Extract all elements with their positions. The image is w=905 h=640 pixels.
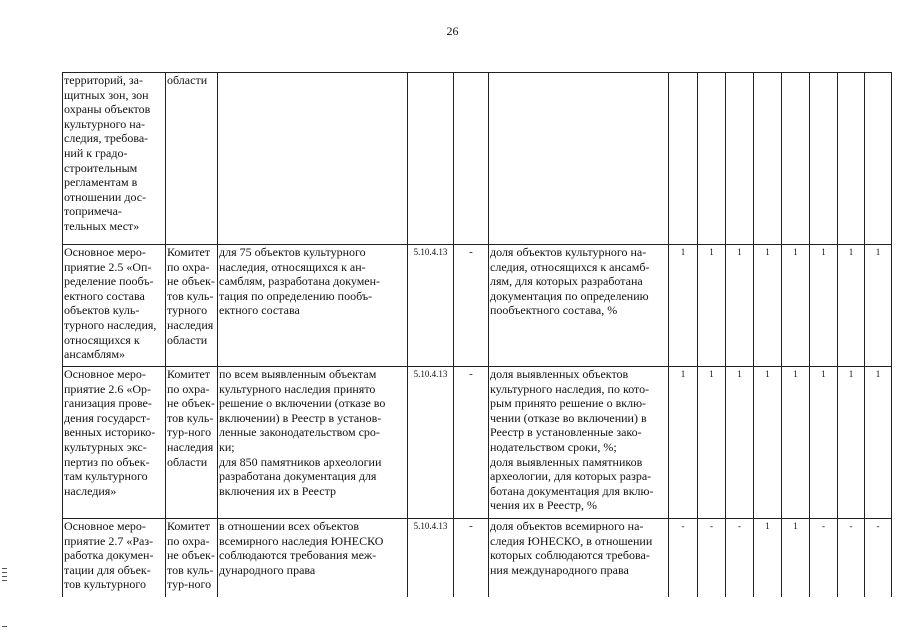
year-value-cell: 1 (838, 245, 865, 367)
year-value-cell: 1 (754, 367, 782, 519)
executor-cell: Комитет по охра- не объек- тов куль- турного наследия области (166, 245, 218, 367)
result-cell: по всем выявленным объектам культурного наследия принято решение о включении (отказе во включении) в Реестр в установ- ленные законодательством сро- ки; для 850 памятников археологии разработана документация для включения их в Реестр (218, 367, 408, 519)
margin-mark (2, 572, 7, 573)
program-measures-table (62, 72, 892, 597)
year-value-cell: - (726, 519, 754, 597)
year-value-cell: 1 (865, 367, 892, 519)
year-value-cell: 1 (698, 367, 726, 519)
year-value-cell: 1 (782, 245, 810, 367)
executor-cell: Комитет по охра- не объек- тов куль- тур-ного (166, 519, 218, 597)
year-value-cell (754, 73, 782, 245)
indicator-cell: доля выявленных объектов культурного наследия, по кото- рым принято решение о вклю- чении (отказе во включении) в Реестр в установленные зако- нодательством сроки, %; доля выявленных памятников археологии, для которых разра- ботана документация для вклю- чения их в Реестр, % (489, 367, 669, 519)
year-value-cell: 1 (726, 245, 754, 367)
margin-mark (2, 568, 7, 569)
code-cell: 5.10.4.13 (408, 245, 454, 367)
year-value-cell: 1 (754, 245, 782, 367)
code-cell (408, 73, 454, 245)
table-row (63, 245, 892, 367)
year-value-cell: 1 (782, 367, 810, 519)
year-value-cell: 1 (726, 367, 754, 519)
margin-mark (2, 580, 7, 581)
measure-cell: Основное меро- приятие 2.6 «Ор- ганизация прове- дения государст- венных историко- культурных экс- пертиз по объек- там культурного наследия» (63, 367, 166, 519)
year-value-cell: 1 (810, 367, 838, 519)
result-cell (218, 73, 408, 245)
table-row (63, 367, 892, 519)
dash-cell: - (454, 245, 489, 367)
measure-cell: Основное меро- приятие 2.5 «Оп- ределение пообъ- ектного состава объектов куль- турного наследия, относящихся к ансамблям» (63, 245, 166, 367)
year-value-cell: - (838, 519, 865, 597)
code-cell: 5.10.4.13 (408, 519, 454, 597)
code-cell: 5.10.4.13 (408, 367, 454, 519)
year-value-cell (865, 73, 892, 245)
table-row (63, 519, 892, 597)
year-value-cell (726, 73, 754, 245)
measure-cell: территорий, за- щитных зон, зон охраны объектов культурного на- следия, требова- ний к градо- строительным регламентам в отношении дос- топримеча- тельных мест» (63, 73, 166, 245)
dash-cell: - (454, 519, 489, 597)
indicator-cell: доля объектов всемирного на- следия ЮНЕСКО, в отношении которых соблюдаются требова- ния международного права (489, 519, 669, 597)
dash-cell (454, 73, 489, 245)
measure-cell: Основное меро- приятие 2.7 «Раз- работка докумен- тации для объек- тов культурного (63, 519, 166, 597)
table-row (63, 73, 892, 245)
year-value-cell: 1 (698, 245, 726, 367)
year-value-cell: - (669, 519, 698, 597)
executor-cell: Комитет по охра- не объек- тов куль- тур-ного наследия области (166, 367, 218, 519)
indicator-cell: доля объектов культурного на- следия, относящихся к ансамб- лям, для которых разработана документация по определению пообъектного состава, % (489, 245, 669, 367)
year-value-cell: 1 (810, 245, 838, 367)
page-number: 26 (446, 24, 459, 38)
indicator-cell (489, 73, 669, 245)
year-value-cell (669, 73, 698, 245)
executor-cell: области (166, 73, 218, 245)
result-cell: в отношении всех объектов всемирного наследия ЮНЕСКО соблюдаются требования меж- дународного права (218, 519, 408, 597)
year-value-cell (838, 73, 865, 245)
year-value-cell: 1 (865, 245, 892, 367)
year-value-cell (698, 73, 726, 245)
year-value-cell: 1 (838, 367, 865, 519)
year-value-cell (810, 73, 838, 245)
year-value-cell (782, 73, 810, 245)
dash-cell: - (454, 367, 489, 519)
year-value-cell: 1 (669, 245, 698, 367)
year-value-cell: - (810, 519, 838, 597)
year-value-cell: - (865, 519, 892, 597)
margin-mark (2, 576, 7, 577)
year-value-cell: 1 (782, 519, 810, 597)
year-value-cell: - (698, 519, 726, 597)
year-value-cell: 1 (669, 367, 698, 519)
year-value-cell: 1 (754, 519, 782, 597)
result-cell: для 75 объектов культурного наследия, относящихся к ан- самблям, разработана докумен- тация по определению пообъ- ектного состава (218, 245, 408, 367)
margin-mark (2, 626, 7, 627)
